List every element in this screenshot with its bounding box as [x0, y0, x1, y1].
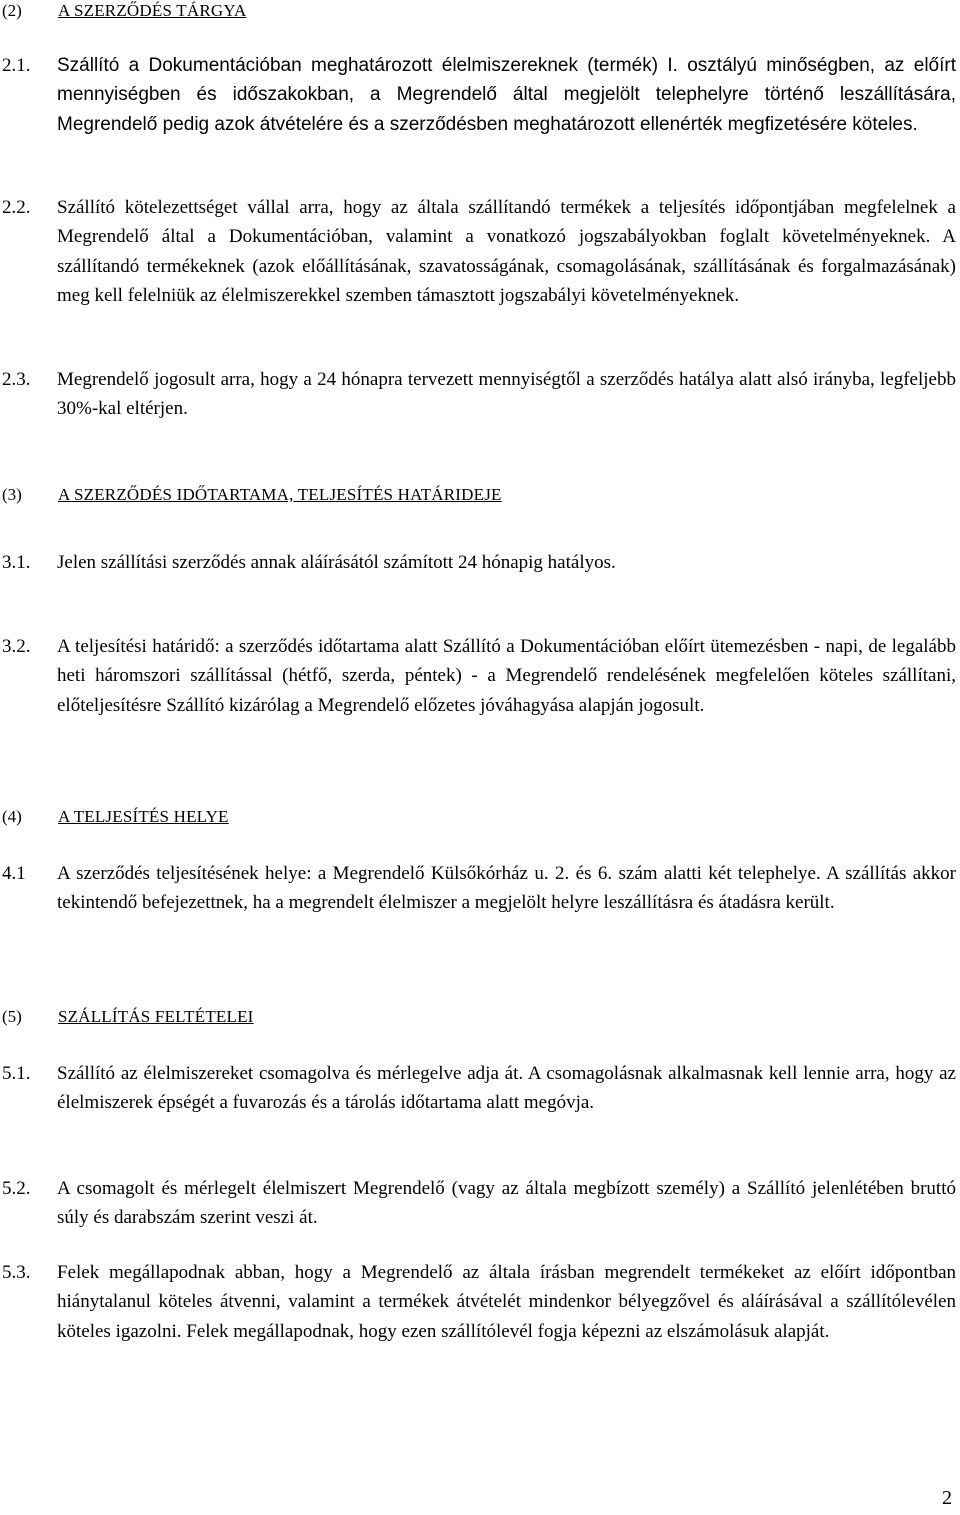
paragraph-2-2 — [0, 193, 958, 311]
section-heading-2 — [2, 0, 246, 22]
paragraph-text: Jelen szállítási szerződés annak aláírásától számított 24 hónapig hatályos. — [57, 552, 616, 573]
paragraph-number: 5.3. — [2, 1262, 31, 1283]
paragraph-number: 2.3. — [2, 369, 31, 390]
section-number: (4) — [2, 807, 22, 826]
paragraph-number: 3.2. — [2, 636, 31, 657]
section-heading-3 — [2, 484, 502, 506]
paragraph-5-3 — [0, 1258, 958, 1346]
paragraph-text: A teljesítési határidő: a szerződés időtartama alatt Szállító a Dokumentációban előírt ütemezésben - napi, de legalább heti háromszori szállítással (hétfő, szerda, péntek) - a Megrendelő rendelésének megfelelően köteles szállítani, előteljesítésre Szállító kizárólag a Megrendelő előzetes jóváhagyása alapján jogosult. — [57, 636, 956, 716]
section-number: (3) — [2, 485, 22, 504]
paragraph-number: 5.2. — [2, 1178, 31, 1199]
paragraph-number: 2.2. — [2, 197, 31, 218]
section-title: SZÁLLÍTÁS FELTÉTELEI — [58, 1007, 254, 1026]
paragraph-number: 5.1. — [2, 1063, 31, 1084]
section-title: A SZERZŐDÉS TÁRGYA — [58, 1, 247, 20]
paragraph-text: Szállító az élelmiszereket csomagolva és mérlegelve adja át. A csomagolásnak alkalmasnak kell lennie arra, hogy az élelmiszerek épségét a fuvarozás és a tárolás időtartama alatt megóvja. — [57, 1063, 956, 1114]
paragraph-text: Szállító kötelezettséget vállal arra, hogy az általa szállítandó termékek a teljesítés időpontjában megfelelnek a Megrendelő által a Dokumentációban, valamint a vonatkozó jogszabályokban foglalt követelményeknek. A szállítandó termékeknek (azok előállításának, szavatosságának, csomagolásának, szállításának és forgalmazásának) meg kell felelniük az élelmiszerekkel szemben támasztott jogszabályi követelményeknek. — [57, 197, 956, 307]
paragraph-text: Felek megállapodnak abban, hogy a Megrendelő az általa írásban megrendelt termékeket az előírt időpontban hiánytalanul köteles átvenni, valamint a termékek átvételét mindenkor bélyegzővel és aláírásával a szállítólevélen köteles igazolni. Felek megállapodnak, hogy ezen szállítólevél fogja képezni az elszámolásuk alapját. — [57, 1262, 956, 1342]
paragraph-5-1 — [0, 1059, 958, 1118]
section-number: (2) — [2, 1, 22, 20]
paragraph-4-1 — [0, 859, 958, 918]
paragraph-number: 2.1. — [2, 55, 31, 76]
section-title: A TELJESÍTÉS HELYE — [58, 807, 229, 826]
section-title: A SZERZŐDÉS IDŐTARTAMA, TELJESÍTÉS HATÁRIDEJE — [58, 485, 502, 504]
section-number: (5) — [2, 1007, 22, 1026]
paragraph-text: A csomagolt és mérlegelt élelmiszert Megrendelő (vagy az általa megbízott személy) a Szállító jelenlétében bruttó súly és darabszám szerint veszi át. — [57, 1178, 956, 1229]
paragraph-text: Megrendelő jogosult arra, hogy a 24 hónapra tervezett mennyiségtől a szerződés hatálya alatt alsó irányba, legfeljebb 30%-kal eltérjen. — [57, 369, 956, 420]
section-heading-5 — [2, 1006, 254, 1028]
paragraph-5-2 — [0, 1174, 958, 1233]
paragraph-number: 3.1. — [2, 552, 31, 573]
paragraph-2-1 — [0, 51, 958, 139]
page-number: 2 — [942, 1487, 952, 1509]
paragraph-2-3 — [0, 365, 958, 424]
paragraph-number: 4.1 — [2, 863, 26, 884]
paragraph-text: A szerződés teljesítésének helye: a Megrendelő Külsőkórház u. 2. és 6. szám alatti két telephelye. A szállítás akkor tekintendő befejezettnek, ha a megrendelt élelmiszer a megjelölt helyre leszállításra és átadásra került. — [57, 863, 956, 914]
paragraph-3-1 — [0, 548, 958, 577]
section-heading-4 — [2, 806, 229, 828]
paragraph-3-2 — [0, 632, 958, 720]
paragraph-text: Szállító a Dokumentációban meghatározott élelmiszereknek (termék) I. osztályú minőségben, az előírt mennyiségben és időszakokban, a Megrendelő által megjelölt telephelyre történő leszállítására, Megrendelő pedig azok átvételére és a szerződésben meghatározott ellenérték megfizetésére köteles. — [57, 55, 956, 135]
